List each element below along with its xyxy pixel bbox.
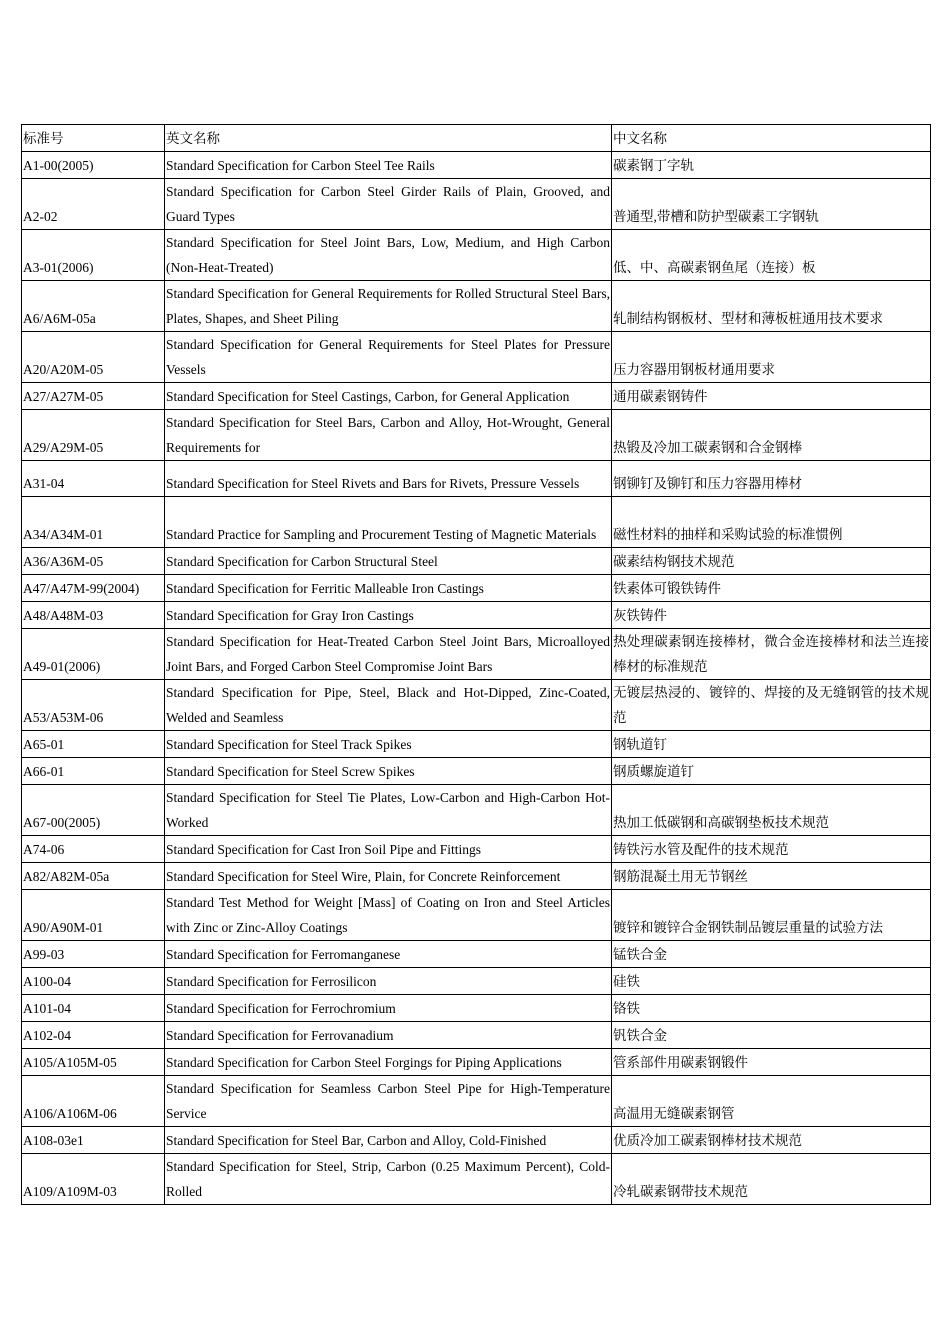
table-row [22,731,931,758]
standard-number-cell: A108-03e1 [22,1127,165,1154]
chinese-name-cell: 磁性材料的抽样和采购试验的标准惯例 [612,497,931,548]
chinese-name-cell: 钒铁合金 [612,1022,931,1049]
header-standard-number: 标准号 [22,125,165,152]
table-row [22,548,931,575]
english-name-cell: Standard Specification for Cast Iron Soil Pipe and Fittings [165,836,612,863]
english-name-cell: Standard Specification for Steel Bars, Carbon and Alloy, Hot-Wrought, General Requirements for [165,410,612,461]
table-row [22,1154,931,1205]
standard-number-cell: A102-04 [22,1022,165,1049]
header-chinese-name: 中文名称 [612,125,931,152]
english-name-cell: Standard Specification for Steel Tie Plates, Low-Carbon and High-Carbon Hot-Worked [165,785,612,836]
table-row [22,179,931,230]
standard-number-cell: A48/A48M-03 [22,602,165,629]
table-row [22,410,931,461]
standard-number-cell: A3-01(2006) [22,230,165,281]
table-header-row [22,125,931,152]
standard-number-cell: A99-03 [22,941,165,968]
table-row [22,332,931,383]
standard-number-cell: A100-04 [22,968,165,995]
table-row [22,461,931,497]
standard-number-cell: A66-01 [22,758,165,785]
standard-number-cell: A34/A34M-01 [22,497,165,548]
table-row [22,629,931,680]
english-name-cell: Standard Specification for General Requirements for Rolled Structural Steel Bars, Plates, Shapes, and Sheet Piling [165,281,612,332]
standard-number-cell: A82/A82M-05a [22,863,165,890]
english-name-cell: Standard Specification for Steel Rivets and Bars for Rivets, Pressure Vessels [165,461,612,497]
chinese-name-cell: 碳素结构钢技术规范 [612,548,931,575]
table-row [22,995,931,1022]
table-row [22,758,931,785]
english-name-cell: Standard Specification for Steel, Strip, Carbon (0.25 Maximum Percent), Cold-Rolled [165,1154,612,1205]
table-row [22,941,931,968]
table-body [22,152,931,1205]
standard-number-cell: A106/A106M-06 [22,1076,165,1127]
standard-number-cell: A105/A105M-05 [22,1049,165,1076]
english-name-cell: Standard Test Method for Weight [Mass] of Coating on Iron and Steel Articles with Zinc or Zinc-Alloy Coatings [165,890,612,941]
standard-number-cell: A109/A109M-03 [22,1154,165,1205]
table-row [22,383,931,410]
english-name-cell: Standard Specification for Heat-Treated Carbon Steel Joint Bars, Microalloyed Joint Bars, and Forged Carbon Steel Compromise Joint Bars [165,629,612,680]
chinese-name-cell: 冷轧碳素钢带技术规范 [612,1154,931,1205]
english-name-cell: Standard Specification for Steel Track Spikes [165,731,612,758]
chinese-name-cell: 钢质螺旋道钉 [612,758,931,785]
english-name-cell: Standard Specification for Ferrochromium [165,995,612,1022]
chinese-name-cell: 灰铁铸件 [612,602,931,629]
standard-number-cell: A20/A20M-05 [22,332,165,383]
standard-number-cell: A2-02 [22,179,165,230]
standard-number-cell: A65-01 [22,731,165,758]
table-row [22,1022,931,1049]
standard-number-cell: A29/A29M-05 [22,410,165,461]
table-row [22,152,931,179]
standard-number-cell: A49-01(2006) [22,629,165,680]
chinese-name-cell: 高温用无缝碳素钢管 [612,1076,931,1127]
table-row [22,230,931,281]
standard-number-cell: A74-06 [22,836,165,863]
standard-number-cell: A90/A90M-01 [22,890,165,941]
standard-number-cell: A67-00(2005) [22,785,165,836]
table-row [22,785,931,836]
chinese-name-cell: 优质冷加工碳素钢棒材技术规范 [612,1127,931,1154]
english-name-cell: Standard Specification for Ferrovanadium [165,1022,612,1049]
standard-number-cell: A53/A53M-06 [22,680,165,731]
english-name-cell: Standard Specification for Carbon Structural Steel [165,548,612,575]
chinese-name-cell: 钢筋混凝土用无节钢丝 [612,863,931,890]
chinese-name-cell: 锰铁合金 [612,941,931,968]
chinese-name-cell: 通用碳素钢铸件 [612,383,931,410]
english-name-cell: Standard Specification for Gray Iron Castings [165,602,612,629]
chinese-name-cell: 镀锌和镀锌合金钢铁制品镀层重量的试验方法 [612,890,931,941]
chinese-name-cell: 管系部件用碳素钢锻件 [612,1049,931,1076]
english-name-cell: Standard Specification for Steel Wire, Plain, for Concrete Reinforcement [165,863,612,890]
english-name-cell: Standard Specification for Pipe, Steel, Black and Hot-Dipped, Zinc-Coated, Welded and Seamless [165,680,612,731]
table-row [22,602,931,629]
table-row [22,863,931,890]
english-name-cell: Standard Specification for Steel Castings, Carbon, for General Application [165,383,612,410]
standard-number-cell: A47/A47M-99(2004) [22,575,165,602]
english-name-cell: Standard Specification for General Requirements for Steel Plates for Pressure Vessels [165,332,612,383]
table-row [22,1049,931,1076]
english-name-cell: Standard Practice for Sampling and Procurement Testing of Magnetic Materials [165,497,612,548]
english-name-cell: Standard Specification for Ferritic Malleable Iron Castings [165,575,612,602]
chinese-name-cell: 铁素体可锻铁铸件 [612,575,931,602]
standard-number-cell: A31-04 [22,461,165,497]
table-row [22,281,931,332]
chinese-name-cell: 铬铁 [612,995,931,1022]
chinese-name-cell: 普通型,带槽和防护型碳素工字钢轨 [612,179,931,230]
english-name-cell: Standard Specification for Steel Screw Spikes [165,758,612,785]
chinese-name-cell: 钢铆钉及铆钉和压力容器用棒材 [612,461,931,497]
chinese-name-cell: 热加工低碳钢和高碳钢垫板技术规范 [612,785,931,836]
table-row [22,890,931,941]
chinese-name-cell: 压力容器用钢板材通用要求 [612,332,931,383]
english-name-cell: Standard Specification for Seamless Carbon Steel Pipe for High-Temperature Service [165,1076,612,1127]
chinese-name-cell: 热处理碳素钢连接棒材，微合金连接棒材和法兰连接棒材的标准规范 [612,629,931,680]
chinese-name-cell: 轧制结构钢板材、型材和薄板桩通用技术要求 [612,281,931,332]
table-row [22,968,931,995]
table-row [22,836,931,863]
standard-number-cell: A6/A6M-05a [22,281,165,332]
header-english-name: 英文名称 [165,125,612,152]
standard-number-cell: A27/A27M-05 [22,383,165,410]
english-name-cell: Standard Specification for Carbon Steel Forgings for Piping Applications [165,1049,612,1076]
chinese-name-cell: 低、中、高碳素钢鱼尾（连接）板 [612,230,931,281]
english-name-cell: Standard Specification for Carbon Steel Tee Rails [165,152,612,179]
standard-number-cell: A1-00(2005) [22,152,165,179]
chinese-name-cell: 钢轨道钉 [612,731,931,758]
table-row [22,497,931,548]
english-name-cell: Standard Specification for Steel Bar, Carbon and Alloy, Cold-Finished [165,1127,612,1154]
english-name-cell: Standard Specification for Ferromanganese [165,941,612,968]
table-row [22,680,931,731]
english-name-cell: Standard Specification for Carbon Steel Girder Rails of Plain, Grooved, and Guard Types [165,179,612,230]
chinese-name-cell: 无镀层热浸的、镀锌的、焊接的及无缝钢管的技术规范 [612,680,931,731]
standard-number-cell: A36/A36M-05 [22,548,165,575]
english-name-cell: Standard Specification for Ferrosilicon [165,968,612,995]
standards-table [21,124,931,1205]
english-name-cell: Standard Specification for Steel Joint Bars, Low, Medium, and High Carbon (Non-Heat-Treated) [165,230,612,281]
chinese-name-cell: 热锻及冷加工碳素钢和合金钢棒 [612,410,931,461]
table-row [22,1127,931,1154]
chinese-name-cell: 铸铁污水管及配件的技术规范 [612,836,931,863]
standard-number-cell: A101-04 [22,995,165,1022]
chinese-name-cell: 碳素钢丁字轨 [612,152,931,179]
table-row [22,1076,931,1127]
chinese-name-cell: 硅铁 [612,968,931,995]
table-row [22,575,931,602]
